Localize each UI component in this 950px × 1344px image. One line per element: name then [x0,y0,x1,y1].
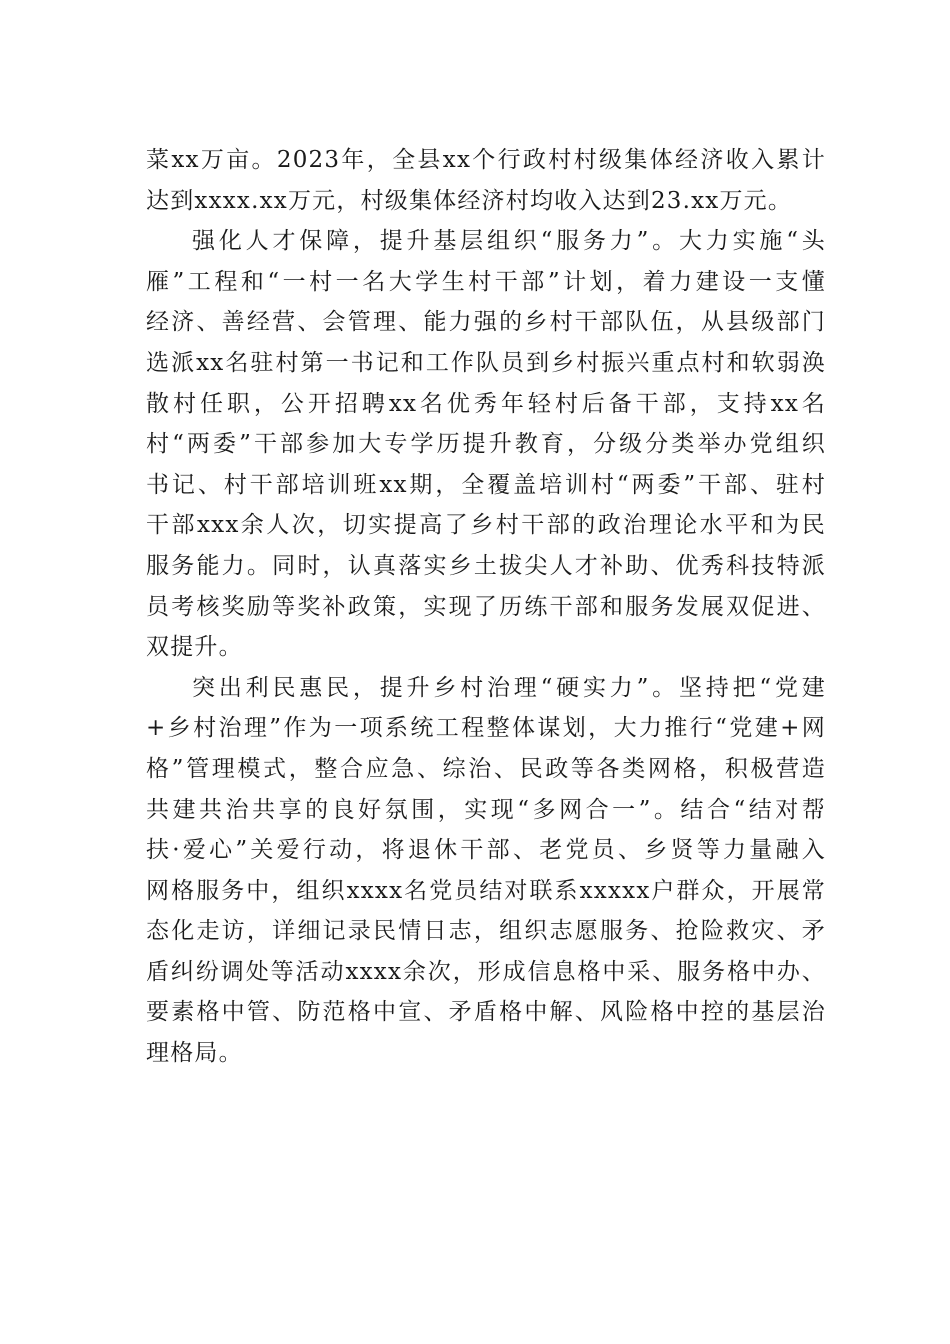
paragraph-line: +乡村治理”作为一项系统工程整体谋划，大力推行“党建+网 [146,715,826,742]
paragraph-line: 突出利民惠民，提升乡村治理“硬实力”。坚持把“党建 [192,674,826,701]
paragraph-line: 选派xx名驻村第一书记和工作队员到乡村振兴重点村和软弱涣 [146,349,826,376]
paragraph-line: 盾纠纷调处等活动xxxx余次，形成信息格中采、服务格中办、 [146,958,826,985]
paragraph-line: 理格局。 [146,1040,243,1067]
paragraph-line: 网格服务中，组织xxxx名党员结对联系xxxxx户群众，开展常 [146,877,826,904]
paragraph-line: 散村任职，公开招聘xx名优秀年轻村后备干部，支持xx名 [146,390,826,417]
paragraph-line: 服务能力。同时，认真落实乡土拔尖人才补助、优秀科技特派 [146,552,826,579]
paragraph-line: 态化走访，详细记录民情日志，组织志愿服务、抢险救灾、矛 [146,918,826,945]
paragraph-line: 经济、善经营、会管理、能力强的乡村干部队伍，从县级部门 [146,309,826,336]
paragraph-3 [146,668,826,1074]
paragraph-line: 员考核奖励等奖补政策，实现了历练干部和服务发展双促进、 [146,593,826,620]
paragraph-line: 要素格中管、防范格中宣、矛盾格中解、风险格中控的基层治 [146,999,826,1026]
paragraph-line: 雁”工程和“一村一名大学生村干部”计划，着力建设一支懂 [146,268,826,295]
paragraph-line: 强化人才保障，提升基层组织“服务力”。大力实施“头 [192,228,826,255]
paragraph-2 [146,221,826,668]
paragraph-line: 达到xxxx.xx万元，村级集体经济村均收入达到23.xx万元。 [146,187,793,214]
paragraph-line: 格”管理模式，整合应急、综治、民政等各类网格，积极营造 [146,755,826,782]
paragraph-line: 菜xx万亩。2023年，全县xx个行政村村级集体经济收入累计 [146,147,826,173]
paragraph-line: 双提升。 [146,634,243,661]
paragraph-line: 扶·爱心”关爱行动，将退休干部、老党员、乡贤等力量融入 [146,837,826,864]
paragraph-1 [146,140,826,221]
paragraph-line: 村“两委”干部参加大专学历提升教育，分级分类举办党组织 [146,431,826,458]
paragraph-line: 干部xxx余人次，切实提高了乡村干部的政治理论水平和为民 [146,512,826,539]
paragraph-line: 书记、村干部培训班xx期，全覆盖培训村“两委”干部、驻村 [146,471,826,498]
paragraph-line: 共建共治共享的良好氛围，实现“多网合一”。结合“结对帮 [146,796,826,823]
document-body [146,140,826,1074]
